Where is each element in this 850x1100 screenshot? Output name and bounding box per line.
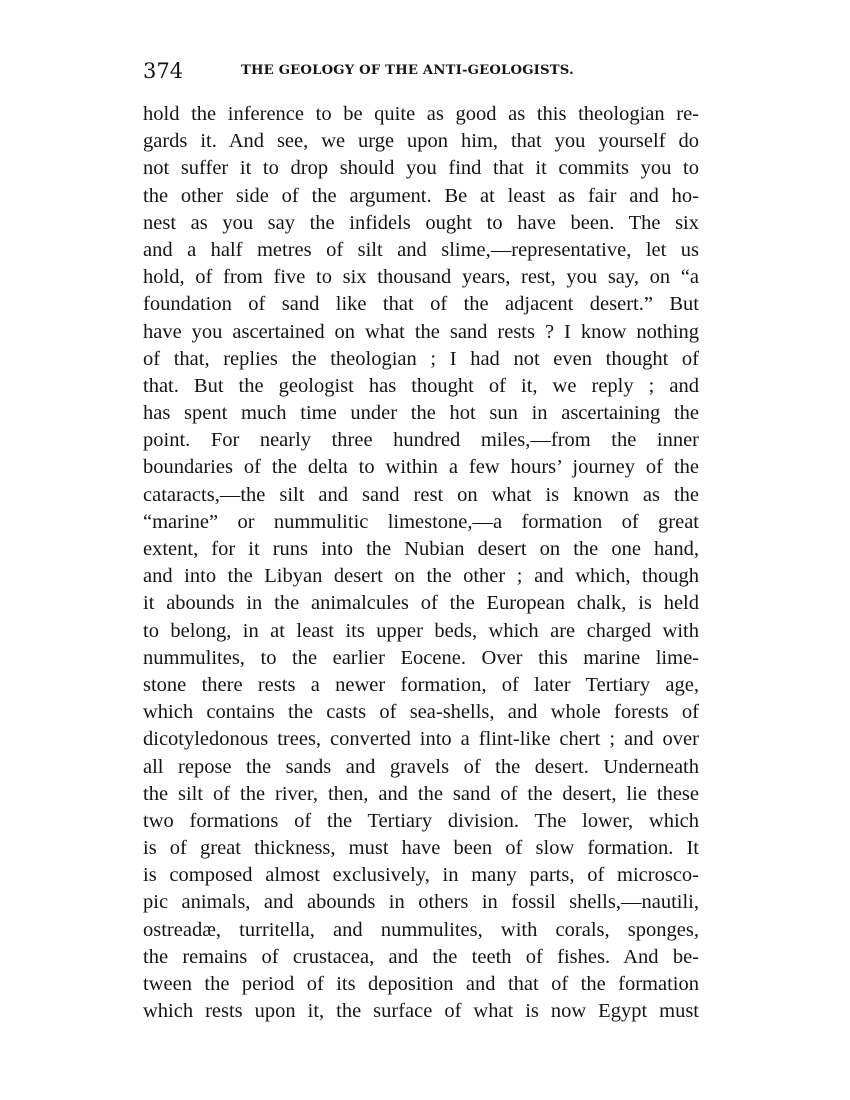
text-line: the remains of crustacea, and the teeth of fishes. And be- (143, 945, 699, 968)
text-line: gards it. And see, we urge upon him, that you yourself do (143, 130, 699, 153)
text-line: all repose the sands and gravels of the desert. Underneath (143, 755, 699, 778)
text-line: the silt of the river, then, and the sand of the desert, lie these (143, 782, 699, 805)
running-head (143, 58, 703, 88)
text-line: nummulites, to the earlier Eocene. Over this marine lime- (143, 646, 699, 669)
text-line: not suffer it to drop should you find that it commits you to (143, 157, 699, 180)
text-line: two formations of the Tertiary division. The lower, which (143, 809, 699, 832)
text-line: which contains the casts of sea-shells, and whole forests of (143, 701, 699, 724)
text-line: of that, replies the theologian ; I had not even thought of (143, 347, 699, 370)
text-line: nest as you say the infidels ought to have been. The six (143, 211, 699, 234)
text-line: extent, for it runs into the Nubian desert on the one hand, (143, 538, 699, 560)
text-line: stone there rests a newer formation, of later Tertiary age, (143, 673, 699, 696)
text-line: point. For nearly three hundred miles,—from the inner (143, 429, 699, 452)
body-text (143, 101, 699, 1025)
text-line: is of great thickness, must have been of slow formation. It (143, 837, 699, 860)
text-line: that. But the geologist has thought of it, we reply ; and (143, 374, 699, 397)
text-line: boundaries of the delta to within a few hours’ journey of the (143, 456, 699, 479)
text-line: hold, of from five to six thousand years, rest, you say, on “a (143, 266, 699, 289)
text-line: dicotyledonous trees, converted into a flint-like chert ; and over (143, 728, 699, 751)
text-line: hold the inference to be quite as good as this theologian re- (143, 103, 699, 125)
page-number: 374 (143, 59, 184, 83)
running-title: THE GEOLOGY OF THE ANTI-GEOLOGISTS. (241, 63, 574, 78)
text-line: have you ascertained on what the sand rests ? I know nothing (143, 320, 699, 343)
text-line: it abounds in the animalcules of the European chalk, is held (143, 592, 699, 615)
text-line: the other side of the argument. Be at least as fair and ho- (143, 184, 699, 207)
text-line: pic animals, and abounds in others in fossil shells,—nautili, (143, 891, 699, 914)
text-line: foundation of sand like that of the adjacent desert.” But (143, 293, 699, 316)
text-line: “marine” or nummulitic limestone,—a formation of great (143, 510, 699, 533)
text-line: tween the period of its deposition and that of the formation (143, 973, 699, 995)
text-line: has spent much time under the hot sun in ascertaining the (143, 402, 699, 425)
text-line: is composed almost exclusively, in many parts, of microsco- (143, 864, 699, 887)
text-line: to belong, in at least its upper beds, which are charged with (143, 619, 699, 642)
text-line: which rests upon it, the surface of what is now Egypt must (143, 1000, 699, 1023)
text-line: and into the Libyan desert on the other ; and which, though (143, 565, 699, 588)
text-line: ostreadæ, turritella, and nummulites, with corals, sponges, (143, 918, 699, 941)
text-line: cataracts,—the silt and sand rest on what is known as the (143, 483, 699, 506)
text-line: and a half metres of silt and slime,—representative, let us (143, 238, 699, 261)
